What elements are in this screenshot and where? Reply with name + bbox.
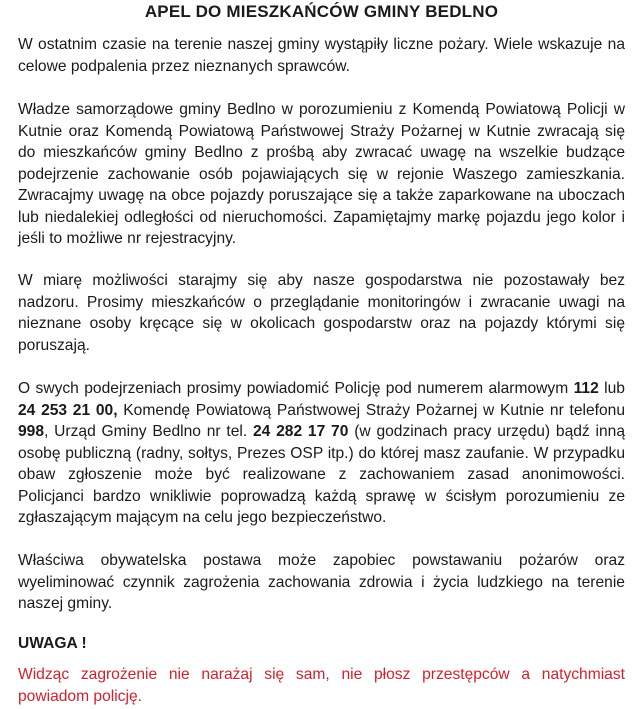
phone-fire-dept: 998 (18, 423, 45, 440)
document-title: APEL DO MIESZKAŃCÓW GMINY BEDLNO (144, 2, 499, 21)
phone-municipal-office: 24 282 17 70 (252, 423, 349, 440)
report-intro-text: O swych podejrzeniach prosimy powiadomić Policję pod numerem alarmowym (18, 380, 569, 397)
paragraph-report-contacts (18, 378, 625, 529)
attention-heading: UWAGA ! (18, 635, 87, 652)
phone-police: 24 253 21 00, (18, 401, 118, 419)
report-or-text: lub (598, 380, 625, 397)
report-rest-text: (w godzinach pracy urzędu) bądź inną osobę publiczną (radny, sołtys, Prezes OSP itp.) do której masz zaufanie. W przypadku obaw zgłoszenie może być realizowane z zachowaniem zasad anonimowości. Policjanci bardzo wnikliwie poprowadzą każdą sprawę w ścisłym porozumieniu ze zgłaszającym mającym na celu jego bezpieczeństwo. (18, 423, 625, 526)
warning-text: Widząc zagrożenie nie narażaj się sam, nie płosz przestępców a natychmiast powiadom policję. (18, 666, 625, 705)
report-office-text: , Urząd Gminy Bedlno nr tel. (44, 423, 253, 440)
paragraph-supervision: W miarę możliwości starajmy się aby nasze gospodarstwa nie pozostawały bez nadzoru. Prosimy mieszkańców o przeglądanie monitoringów i zwracanie uwagi na nieznane osoby kręcące się w okolicach gospodarstw oraz na pojazdy którymi się poruszają. (18, 272, 625, 354)
paragraph-fires: W ostatnim czasie na terenie naszej gminy wystąpiły liczne pożary. Wiele wskazuje na celowe podpalenia przez nieznanych sprawców. (18, 36, 625, 75)
paragraph-civic-attitude: Właściwa obywatelska postawa może zapobiec powstawaniu pożarów oraz wyeliminować czynnik zagrożenia zachowania zdrowia i życia ludzkiego na terenie naszej gminy. (18, 552, 625, 612)
report-fire-dept-text: Komendę Powiatową Państwowej Straży Pożarnej w Kutnie nr telefonu (117, 401, 626, 419)
phone-emergency: 112 (573, 380, 599, 397)
paragraph-authorities-appeal: Władze samorządowe gminy Bedlno w porozumieniu z Komendą Powiatową Policji w Kutnie oraz Komendą Powiatową Państwowej Straży Pożarnej w Kutnie zwracają się do mieszkańców gminy Bedlno z prośbą aby zwracać uwagę na wszelkie budzące podejrzenie zachowanie osób pojawiających się w rejonie Waszego zamieszkania. Zwracajmy uwagę na obce pojazdy poruszające się a także zaparkowane na uboczach lub niedalekiej odległości od nieruchomości. Zapamiętajmy markę pojazdu jego kolor i jeśli to możliwe nr rejestracyjny. (18, 101, 625, 247)
